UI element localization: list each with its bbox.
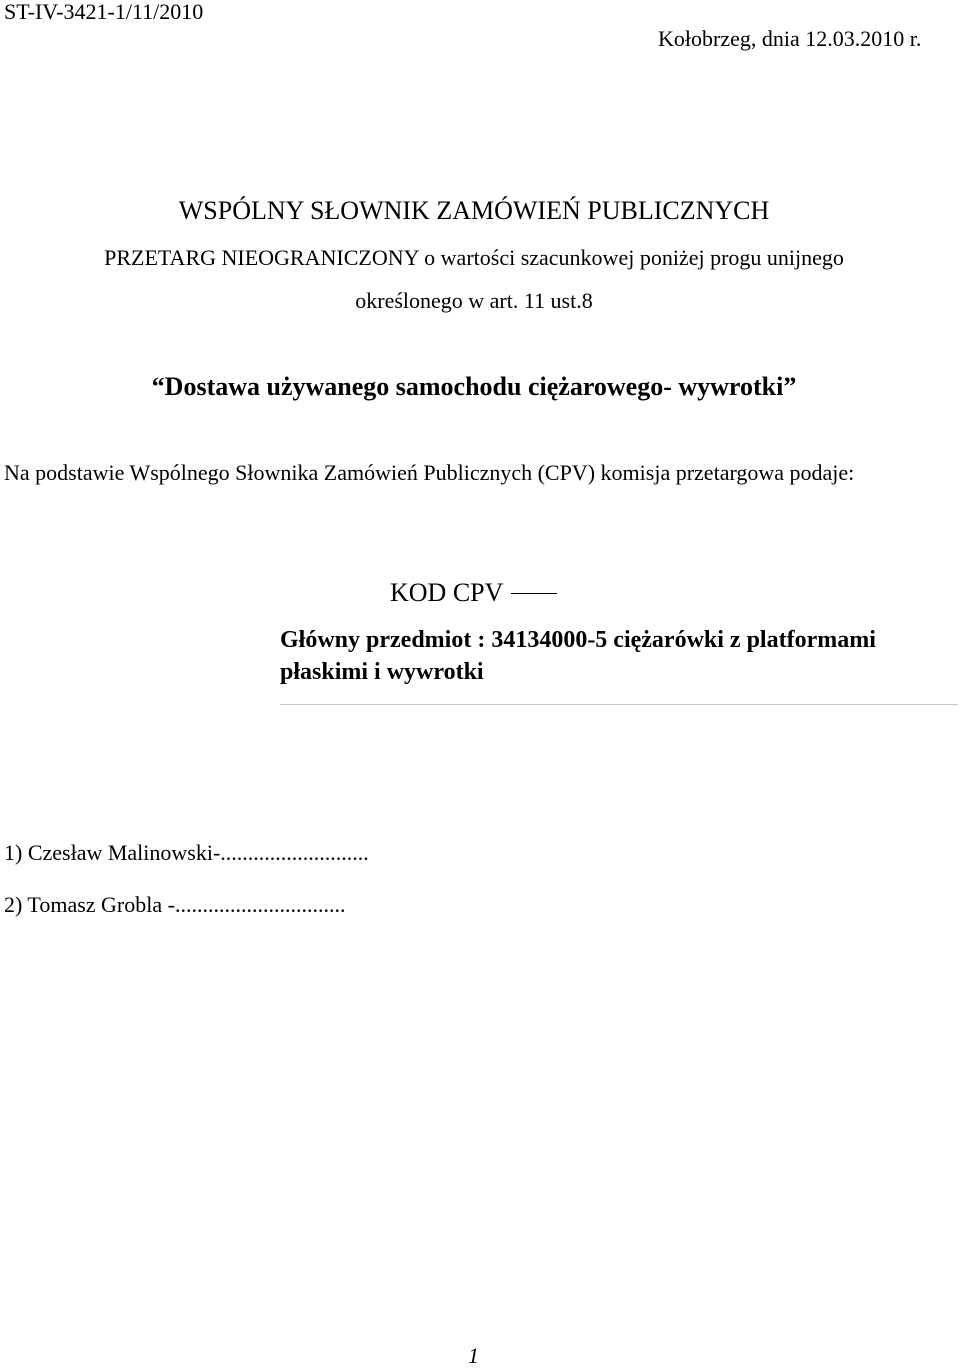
tender-subject: “Dostawa używanego samochodu ciężarowego- wywrotki”: [151, 372, 797, 401]
intro-paragraph: Na podstawie Wspólnego Słownika Zamówień Publicznych (CPV) komisja przetargowa podaje:: [4, 460, 855, 485]
cpv-heading: [390, 578, 557, 608]
cpv-heading-label: KOD CPV: [390, 578, 504, 607]
page-number: 1: [468, 1343, 479, 1368]
cpv-heading-rule: [511, 593, 557, 594]
committee-member-2: 2) Tomasz Grobla -...............................: [4, 892, 346, 917]
committee-member-1: 1) Czesław Malinowski-...........................: [4, 840, 369, 865]
place-and-date: Kołobrzeg, dnia 12.03.2010 r.: [658, 26, 922, 51]
section-divider: [280, 704, 958, 705]
cpv-main-subject: Główny przedmiot : 34134000-5 ciężarówki z platformami płaskimi i wywrotki: [280, 627, 876, 685]
document-title: WSPÓLNY SŁOWNIK ZAMÓWIEŃ PUBLICZNYCH: [178, 196, 770, 225]
legal-basis-line: określonego w art. 11 ust.8: [355, 288, 593, 313]
document-reference: ST-IV-3421-1/11/2010: [4, 0, 204, 24]
tender-type-line: PRZETARG NIEOGRANICZONY o wartości szacunkowej poniżej progu unijnego: [104, 245, 844, 270]
